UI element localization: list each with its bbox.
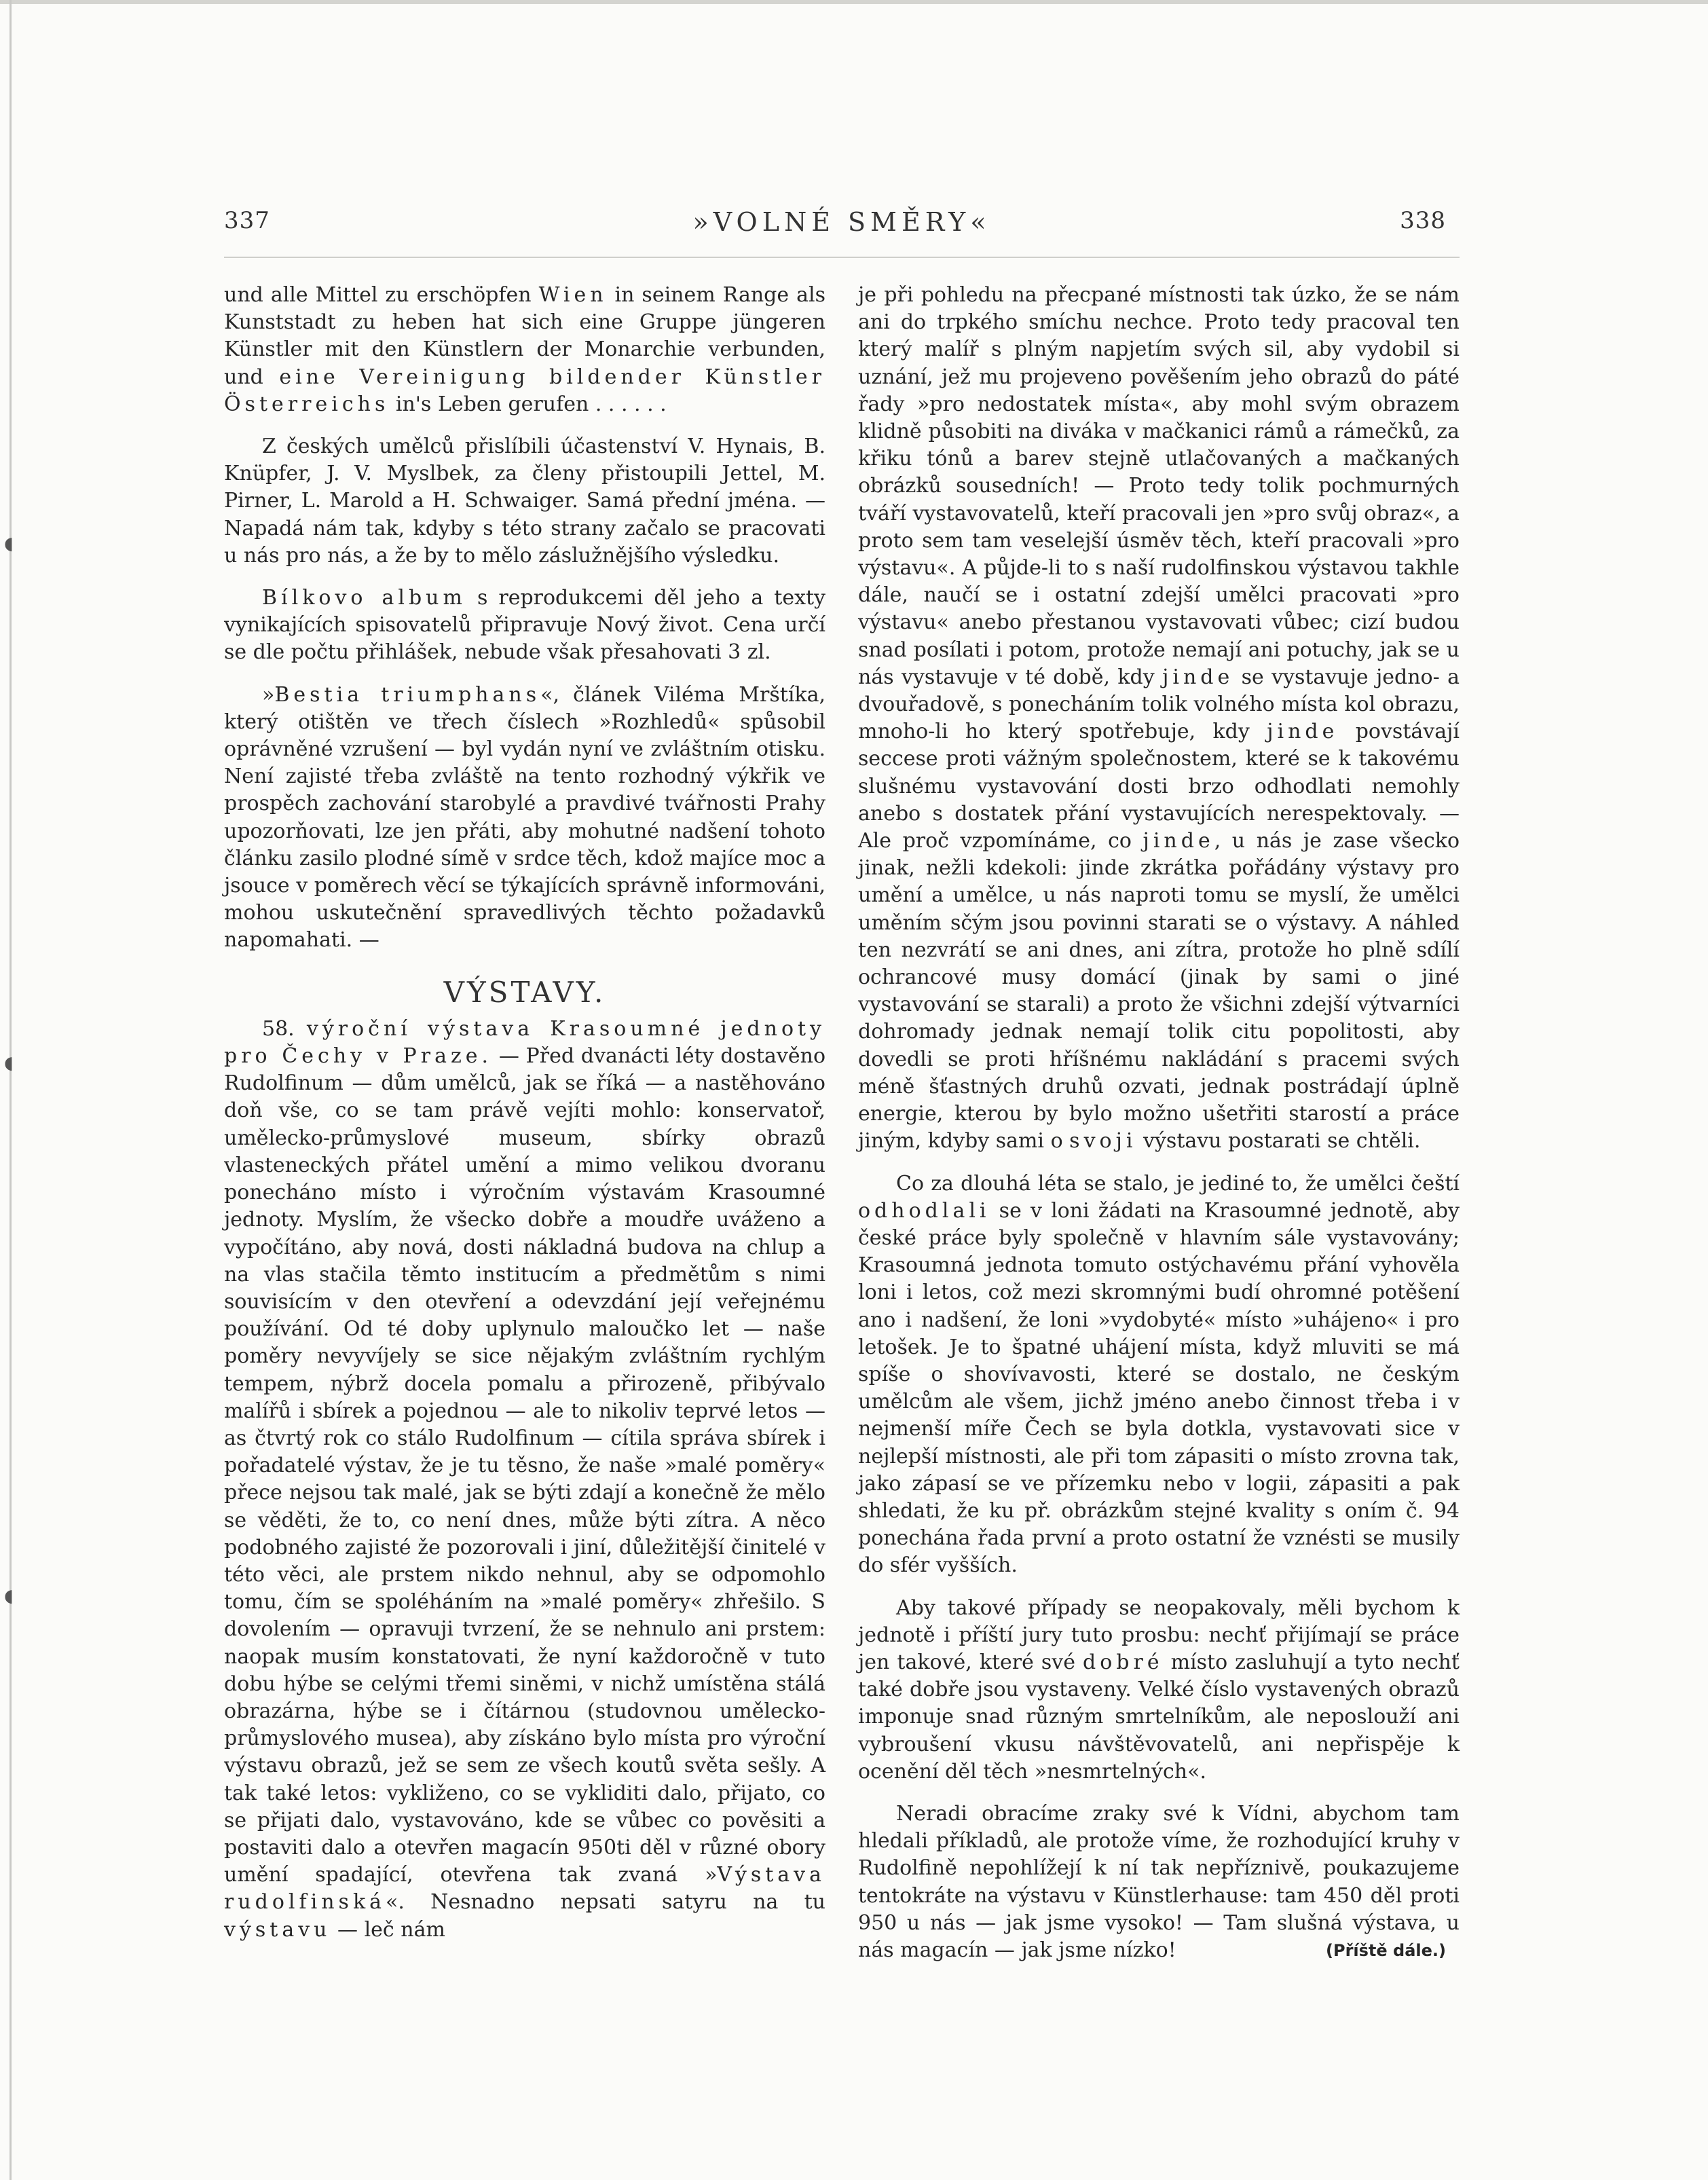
binding-hole-mark: ◖ (4, 534, 14, 554)
right-page-number: 338 (1400, 207, 1446, 234)
text-run: » (262, 682, 275, 707)
text-run: se vystavuje jedno- a dvouřadově, s ponecháním tolik volného místa kol obrazu, mnoho-li ho který spotřebuje, kdy (858, 665, 1460, 744)
text-run: — leč nám (331, 1917, 445, 1942)
spaced-emphasis: jinde (1162, 665, 1234, 689)
text-run: místo zasluhují a tyto nechť také dobře jsou vystaveny. Velké číslo vystavených obrazů imponuje snad různým smrtelníkům, ale neposlouží ani vybroušení vkusu návštěvovatelů, ani nepřispěje k ocenění děl těch »nesmrtelných«. (858, 1650, 1460, 1784)
text-run: , u nás je zase všecko jinak, nežli kdekoli: jinde zkrátka pořádány výstavy pro umění a umělce, u nás naproti tomu se myslí, že umělci uměním sčým jsou povinni starati se o výstavy. A náhled ten nezvrátí se ani dnes, ani zítra, protože ho plně sdílí ochrancové musy domácí (jinak by sami o jiné vystavování se starali) a proto že všichni zdejší výtvarníci dohromady jednak nemají tolik citu popolitosti, aby dovedli se proti hříšnému nakládání s pracemi svých méně šťastných druhů ozvati, jednak postrádají úplně energie, kterou by bylo možno ušetřiti starostí a práce jiným, kdyby sami o (858, 829, 1460, 1153)
spaced-emphasis: Bestia triumphans (274, 682, 541, 707)
spaced-emphasis: svoji (1069, 1129, 1137, 1153)
running-header (224, 207, 1460, 248)
paragraph (858, 282, 1460, 1156)
spaced-emphasis: odhodlali (858, 1198, 990, 1223)
text-run: Neradi obracíme zraky své k Vídni, abychom tam hledali příkladů, ale protože víme, že rozhodující kruhy v Rudolfině nepohlížejí k ní tak nepříznivě, poukazujeme tentokráte na výstavu v Künstlerhause: tam 450 děl proti 950 u nás — jak jsme vysoko! — Tam slušná výstava, u nás magacín — jak jsme nízko! (858, 1801, 1460, 1962)
left-column (224, 282, 825, 1944)
spaced-emphasis: Bílkovo album (262, 586, 466, 610)
text-run: — Před dvanácti léty dostavěno Rudolfinum — dům umělců, jak se říká — a nastěhováno doň vše, co se tam právě vejíti mohlo: konservatoř, umělecko-průmyslové museum, sbírky obrazů vlasteneckých přátel umění a mimo velikou dvoranu ponecháno místo i výročním výstavám Krasoumné jednoty. Myslím, že všecko dobře a moudře uváženo a vypočítáno, aby nová, dosti nákladná budova na chlup a na vlas stačila těmto institucím a předmětům s nimi souvisícím v den otevření a odevzdání její veřejnému používání. Od té doby uplynulo maloučko let — naše poměry nevyvíjely se sice nějakým zvláštním rychlým tempem, nýbrž docela pomalu a přirozeně, přibývalo malířů i sbírek a pojednou — ale to nikoliv teprvé letos — as čtvrtý rok co stálo Rudolfinum — cítila správa sbírek i pořadatelé výstav, že je tu těsno, že naše »malé poměry« přece nejsou tak malé, jak se býti zdají a konečně že mělo se věděti, že to, co není dnes, může býti zítra. A něco podobného zajisté že pozorovali i jiní, důležitější činitelé v této věci, ale prstem nikdo nehnul, aby se odpomohlo tomu, čím se spoléháním na »malé poměry« zhřešilo. S dovolením — opravuji tvrzení, že se nehnulo ani prstem: naopak musím konstatovati, že nyní každoročně v tuto dobu hýbe se celými třemi siněmi, v nichž umístěna stálá obrazárna, hýbe se i čítárnou (studovnou umělecko-průmyslového musea), aby získáno bylo místa pro výroční výstavu obrazů, jež se sem ze všech koutů světa sešly. A tak také letos: vykliženo, co se vykliditi dalo, přijato, co se přijati dalo, vystavováno, kde se vůbec co pověsiti a postaviti dalo a otevřen magacín 950ti děl v různé obory umění spadající, otevřena tak zvaná » (224, 1044, 826, 1887)
spaced-emphasis: dobré (1083, 1650, 1164, 1674)
binding-hole-mark: ◖ (4, 1053, 14, 1073)
paragraph (224, 282, 825, 418)
scan-top-edge (0, 0, 1708, 4)
text-run: in seinem Range als Kunststadt zu heben hat sich eine Gruppe jüngeren Künstler mit den Künstlern der Monarchie verbunden, und (224, 283, 825, 389)
scan-left-edge (10, 0, 12, 2180)
spaced-emphasis: jinde (1267, 720, 1339, 744)
spaced-emphasis: výstavu (224, 1917, 331, 1942)
spaced-emphasis: Wien (538, 283, 608, 307)
text-run: «, článek Viléma Mrštíka, který otištěn ve třech číslech »Rozhledů« spůsobil oprávněné vzrušení — byl vydán nyní ve zvláštním otisku. Není zajisté třeba zvláště na tento rozhodný výkřik ve prospěch zachování starobylé a pravdivé tvářnosti Prahy upozorňovati, lze jen přáti, aby mohutné nadšení tohoto článku zasilo plodné símě v srdce těch, kdož majíce moc a jsouce v poměrech věcí se týkajících správně informováni, mohou uskutečnění spravedlivých těchto požadavků napomahati. — (224, 682, 826, 953)
paragraph (224, 585, 825, 667)
paragraph (224, 1016, 825, 1944)
header-rule (224, 257, 1460, 258)
continued-note: (Příště dále.) (1326, 1940, 1446, 1960)
journal-title: »VOLNÉ SMĚRY« (692, 207, 991, 237)
text-run: in's Leben gerufen . . . . . . (389, 392, 667, 416)
text-run: Co za dlouhá léta se stalo, je jediné to, že umělci čeští (896, 1171, 1460, 1196)
paragraph (858, 1800, 1460, 1964)
section-heading: VÝSTAVY. (443, 975, 606, 1009)
text-run: povstávají seccese proti vážným společnostem, které se k takovému slušnému vystavování dosti brzo odhodlati nemohly anebo s dostatek přání vystavujících nerespektovaly. — Ale proč vzpomínáme, co (858, 720, 1460, 853)
text-run: «. Nesnadno nepsati satyru na tu (386, 1890, 825, 1915)
spaced-emphasis: Výstava rudolfinská (224, 1863, 825, 1915)
spaced-emphasis: jinde (1143, 829, 1214, 853)
spaced-emphasis: eine Vereinigung bildender Künstler Österreichs (224, 365, 825, 416)
text-run: je při pohledu na přecpané místnosti tak úzko, že se nám ani do trpkého smíchu nechce. Proto tedy pracoval ten který malíř s plným napjetím svých sil, aby vydobil si uznání, jež mu projeveno pověšením jeho obrazů do páté řady »pro nedostatek místa«, aby mohl svým obrazem klidně působiti na diváka v mačkanici rámů a rámečků, za křiku tónů a barev stejně utlačovaných a mačkaných obrázků sousedních! — Proto tedy tolik pochmurných tváří vystavovatelů, kteří pracovali jen »pro svůj obraz«, a proto sem tam veselejší úsměv těch, kteří pracovali »pro výstavu«. A půjde-li to s naší rudolfinskou výstavou takhle dále, naučí se i ostatní zdejší umělci pracovati »pro výstavu« anebo přestanou vystavovati vůbec; cizí budou snad posílati i potom, protože nemají ani potuchy, jak se u nás vystavuje v té době, kdy (858, 283, 1460, 689)
paragraph (224, 682, 825, 955)
text-run: s reprodukcemi děl jeho a texty vynikajících spisovatelů připravuje Nový život. Cena určí se dle počtu přihlášek, nebude však přesahovati 3 zl. (224, 586, 825, 665)
paragraph (858, 1595, 1460, 1786)
text-run: Z českých umělců přislíbili účastenství V. Hynais, B. Knüpfer, J. V. Myslbek, za členy přistoupili Jettel, M. Pirner, L. Marold a H. Schwaiger. Samá přední jména. — Napadá nám tak, kdyby s této strany začalo se pracovati u nás pro nás, a že by to mělo záslužnějšího výsledku. (224, 435, 825, 568)
text-run: Aby takové případy se neopakovaly, měli bychom k jednotě i příští jury tuto prosbu: nechť přijímají se práce jen takové, které své (858, 1595, 1460, 1674)
text-run: se v loni žádati na Krasoumné jednotě, aby české práce byly společně v hlavním sále vystavovány; Krasoumná jednota tomuto ostýchavému přání vyhověla loni i letos, což mezi skromnými budí ohromné potěšení ano i nadšení, že loni »vydobyté« místo »uhájeno« i pro letošek. Je to špatné uhájení místa, když mluviti se má spíše o shovívavosti, které se dostalo, ne českým umělcům ale všem, jichž jméno anebo činnost třeba i v nejmenší míře Čech se byla dotkla, vystavovati sice v nejlepší místnosti, ale při tom zápasiti o místo zrovna tak, jako zápasí se ve přízemku nebo v logii, zápasiti a pak shledati, že ku př. obrázkům stejné kvality s oním č. 94 ponechána řada první a proto ostatní že vznésti se musily do sfér vyšších. (858, 1198, 1460, 1578)
binding-hole-mark: ◖ (4, 1586, 14, 1606)
spaced-emphasis: výroční výstava Krasoumné jednoty pro Čechy v Praze. (224, 1016, 826, 1069)
text-run: 58. (262, 1016, 307, 1041)
paragraph (224, 433, 825, 570)
paragraph (858, 1170, 1460, 1580)
left-page-number: 337 (224, 207, 270, 234)
text-run: und alle Mittel zu erschöpfen (224, 283, 539, 307)
text-run: výstavu postarati se chtěli. (1136, 1129, 1421, 1153)
right-column (858, 282, 1460, 1964)
